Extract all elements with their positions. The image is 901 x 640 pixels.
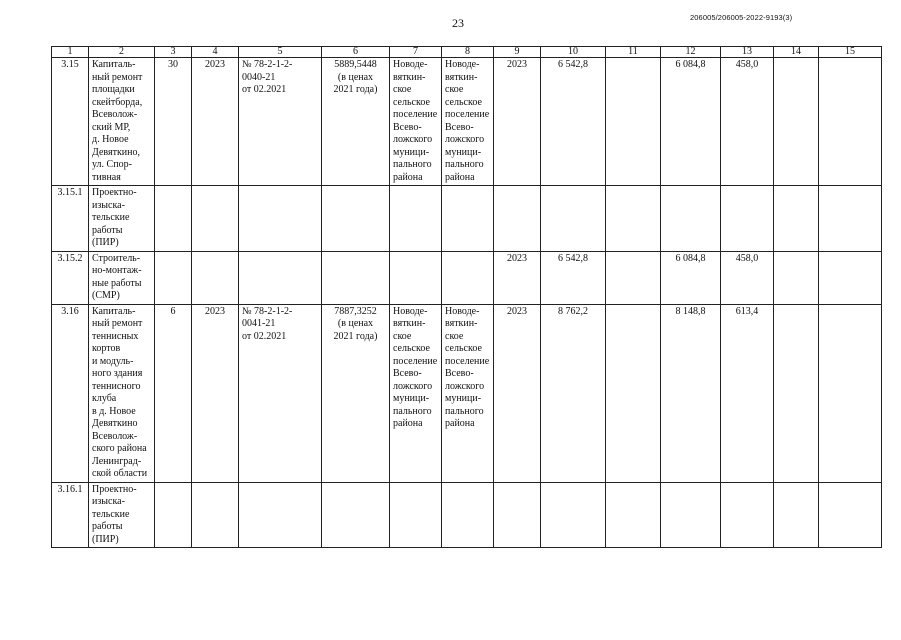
table-cell xyxy=(442,251,494,304)
column-header: 12 xyxy=(661,47,721,58)
item-number-cell: 3.16.1 xyxy=(52,482,89,548)
table-cell xyxy=(442,186,494,252)
item-number-cell: 3.15.2 xyxy=(52,251,89,304)
table-row xyxy=(52,304,882,482)
table-row xyxy=(52,58,882,186)
table-cell xyxy=(494,186,541,252)
table-cell xyxy=(606,482,661,548)
table-cell xyxy=(774,251,819,304)
table-cell: 613,4 xyxy=(721,304,774,482)
column-header: 7 xyxy=(390,47,442,58)
column-header: 9 xyxy=(494,47,541,58)
table-cell: 458,0 xyxy=(721,58,774,186)
table-cell xyxy=(390,186,442,252)
column-header: 1 xyxy=(52,47,89,58)
table-cell xyxy=(721,482,774,548)
table-row xyxy=(52,482,882,548)
table-cell xyxy=(239,482,322,548)
table-cell xyxy=(155,186,192,252)
item-name-cell: Проектно- изыска- тельские работы (ПИР) xyxy=(89,482,155,548)
column-header: 5 xyxy=(239,47,322,58)
table-cell xyxy=(661,482,721,548)
item-number-cell: 3.15 xyxy=(52,58,89,186)
table-cell xyxy=(774,186,819,252)
table-cell xyxy=(606,251,661,304)
data-table xyxy=(51,46,882,548)
table-cell xyxy=(606,58,661,186)
column-header: 11 xyxy=(606,47,661,58)
table-cell: 8 148,8 xyxy=(661,304,721,482)
table-cell xyxy=(442,482,494,548)
table-cell xyxy=(541,186,606,252)
table-cell xyxy=(155,251,192,304)
column-header: 3 xyxy=(155,47,192,58)
table-cell: № 78-2-1-2- 0040-21 от 02.2021 xyxy=(239,58,322,186)
table-cell: 6 542,8 xyxy=(541,251,606,304)
table-cell: 6 542,8 xyxy=(541,58,606,186)
table-cell: № 78-2-1-2- 0041-21 от 02.2021 xyxy=(239,304,322,482)
table-cell xyxy=(192,482,239,548)
table-cell xyxy=(322,251,390,304)
page-number: 23 xyxy=(452,16,464,30)
table-cell xyxy=(819,58,882,186)
table-cell xyxy=(494,482,541,548)
table-cell: 2023 xyxy=(494,304,541,482)
header-row xyxy=(52,47,882,58)
column-header: 2 xyxy=(89,47,155,58)
table-cell: 8 762,2 xyxy=(541,304,606,482)
column-header: 14 xyxy=(774,47,819,58)
table-cell: 6 xyxy=(155,304,192,482)
column-header: 10 xyxy=(541,47,606,58)
column-header: 4 xyxy=(192,47,239,58)
table-cell xyxy=(390,251,442,304)
table-cell xyxy=(192,251,239,304)
table-row xyxy=(52,186,882,252)
table-row xyxy=(52,251,882,304)
table-cell: 2023 xyxy=(494,58,541,186)
table-cell: 2023 xyxy=(494,251,541,304)
item-name-cell: Капиталь- ный ремонт теннисных кортов и модуль- ного здания теннисного клуба в д. Новое Девяткино Всеволож- ского района Ленинград- ской области xyxy=(89,304,155,482)
table-cell: 6 084,8 xyxy=(661,251,721,304)
table-cell xyxy=(322,482,390,548)
item-name-cell: Капиталь- ный ремонт площадки скейтборда, Всеволож- ский МР, д. Новое Девяткино, ул. Спор- тивная xyxy=(89,58,155,186)
column-header: 15 xyxy=(819,47,882,58)
table-cell xyxy=(155,482,192,548)
table-cell xyxy=(774,304,819,482)
table-cell xyxy=(322,186,390,252)
table-cell: 6 084,8 xyxy=(661,58,721,186)
item-number-cell: 3.16 xyxy=(52,304,89,482)
table-cell xyxy=(819,251,882,304)
table-cell xyxy=(661,186,721,252)
table-cell: 5889,5448 (в ценах 2021 года) xyxy=(322,58,390,186)
item-name-cell: Проектно- изыска- тельские работы (ПИР) xyxy=(89,186,155,252)
table-cell xyxy=(606,186,661,252)
table-cell: 2023 xyxy=(192,304,239,482)
table-cell: Новоде- вяткин- ское сельское поселение Всево- ложского муници- пального района xyxy=(442,304,494,482)
table-cell: 30 xyxy=(155,58,192,186)
table-cell xyxy=(721,186,774,252)
table-cell xyxy=(819,304,882,482)
table-cell: 7887,3252 (в ценах 2021 года) xyxy=(322,304,390,482)
table-cell: 2023 xyxy=(192,58,239,186)
document-code: 206005/206005-2022-9193(3) xyxy=(690,13,793,22)
table-cell xyxy=(774,58,819,186)
table-cell: 458,0 xyxy=(721,251,774,304)
table-cell xyxy=(606,304,661,482)
column-header: 8 xyxy=(442,47,494,58)
table-cell xyxy=(819,482,882,548)
column-header: 13 xyxy=(721,47,774,58)
table-cell: Новоде- вяткин- ское сельское поселение Всево- ложского муници- пального района xyxy=(390,58,442,186)
item-number-cell: 3.15.1 xyxy=(52,186,89,252)
table-cell: Новоде- вяткин- ское сельское поселение Всево- ложского муници- пального района xyxy=(390,304,442,482)
table-cell xyxy=(774,482,819,548)
table-cell xyxy=(239,186,322,252)
table-cell xyxy=(390,482,442,548)
table-cell: Новоде- вяткин- ское сельское поселение Всево- ложского муници- пального района xyxy=(442,58,494,186)
item-name-cell: Строитель- но-монтаж- ные работы (СМР) xyxy=(89,251,155,304)
table-cell xyxy=(819,186,882,252)
column-header: 6 xyxy=(322,47,390,58)
table-cell xyxy=(239,251,322,304)
table-cell xyxy=(541,482,606,548)
table-cell xyxy=(192,186,239,252)
